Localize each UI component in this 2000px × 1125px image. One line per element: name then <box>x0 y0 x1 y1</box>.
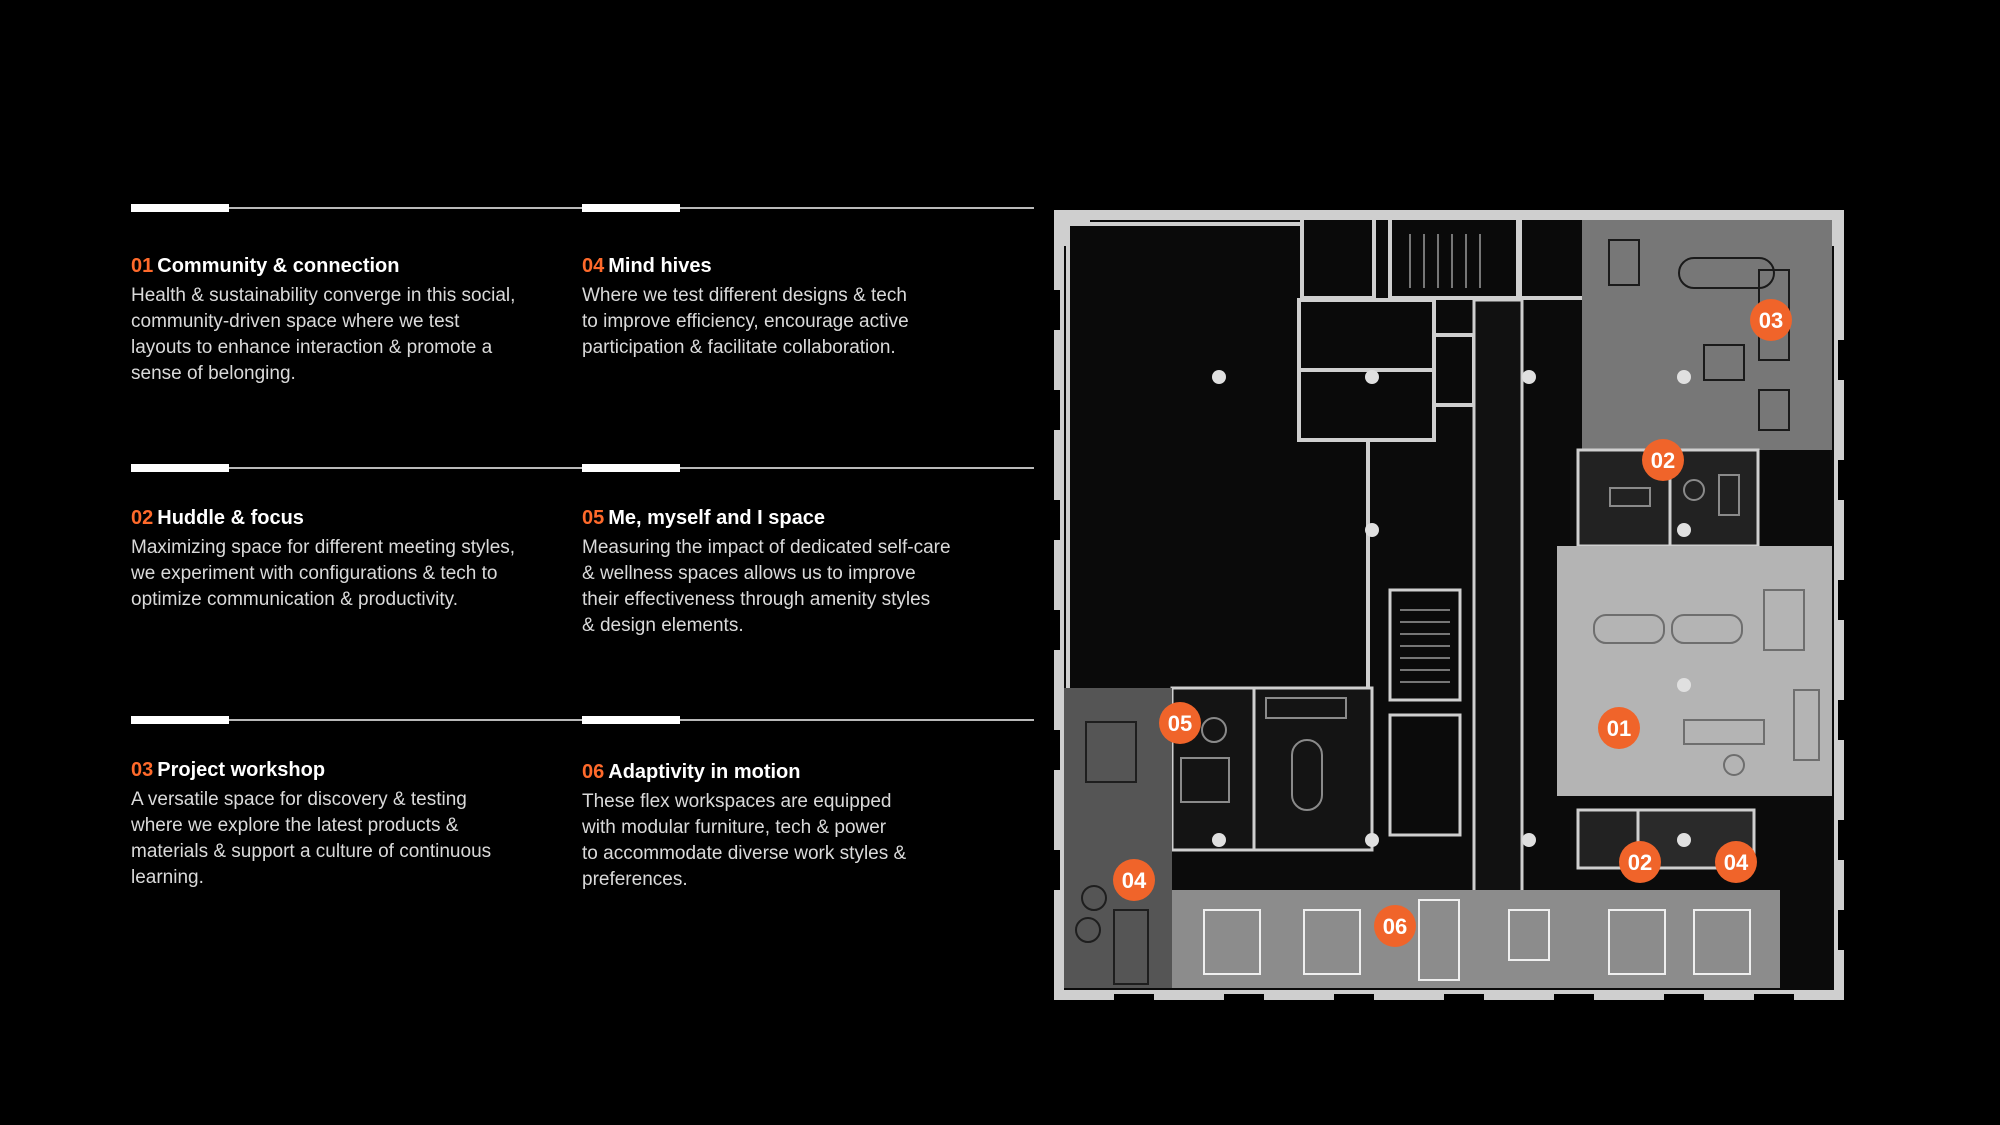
zone-divider <box>131 719 583 721</box>
zone-divider <box>131 207 583 209</box>
zone-description <box>582 283 1034 361</box>
zone-03-area <box>1582 220 1832 450</box>
zone-heading <box>131 507 583 530</box>
zone-description-line: materials & support a culture of continuous <box>131 841 492 862</box>
zone-description-line: Maximizing space for different meeting styles, <box>131 537 516 558</box>
zone-description-line: optimize communication & productivity. <box>131 589 458 610</box>
zone-marker-label: 05 <box>1167 711 1193 736</box>
zone-description <box>131 787 583 891</box>
zone-marker-06 <box>1374 905 1416 947</box>
zone-title: Project workshop <box>157 759 326 781</box>
zone-description-line: participation & facilitate collaboration. <box>582 337 896 358</box>
zone-title: Adaptivity in motion <box>608 761 801 783</box>
zone-divider-accent <box>582 464 680 472</box>
zone-description-line: with modular furniture, tech & power <box>582 817 887 838</box>
zone-description-line: to improve efficiency, encourage active <box>582 311 909 332</box>
zone-marker-03 <box>1750 299 1792 341</box>
zone-description-line: layouts to enhance interaction & promote a <box>131 337 493 358</box>
zone-heading <box>582 761 1034 784</box>
zone-divider <box>582 467 1034 469</box>
zone-06-area <box>1172 890 1780 988</box>
zone-title: Me, myself and I space <box>608 507 826 529</box>
zone-04-left-area <box>1064 688 1172 988</box>
zone-number: 02 <box>131 507 154 529</box>
zone-marker-02 <box>1642 439 1684 481</box>
zone-description-line: their effectiveness through amenity styles <box>582 589 931 610</box>
zone-marker-label: 04 <box>1723 850 1749 875</box>
zone-divider <box>582 719 1034 721</box>
zone-number: 04 <box>582 255 605 277</box>
zone-divider-accent <box>582 204 680 212</box>
zone-divider <box>131 467 583 469</box>
zone-description <box>582 535 1034 639</box>
zone-title: Huddle & focus <box>157 507 304 529</box>
zone-heading <box>131 255 583 278</box>
zone-marker-label: 02 <box>1650 448 1676 473</box>
zone-heading <box>131 759 583 782</box>
zone-marker-label: 02 <box>1627 850 1653 875</box>
zone-marker-label: 04 <box>1121 868 1147 893</box>
zone-number: 05 <box>582 507 605 529</box>
zone-marker-label: 06 <box>1382 914 1408 939</box>
zone-number: 01 <box>131 255 154 277</box>
zone-title: Mind hives <box>608 255 712 277</box>
zone-marker-04 <box>1715 841 1757 883</box>
zone-description-line: to accommodate diverse work styles & <box>582 843 907 864</box>
zone-marker-04 <box>1113 859 1155 901</box>
zone-divider-accent <box>131 464 229 472</box>
zone-description <box>131 283 583 387</box>
zone-description-line: A versatile space for discovery & testing <box>131 789 467 810</box>
zone-marker-label: 01 <box>1606 716 1632 741</box>
zone-divider-accent <box>131 204 229 212</box>
zone-description-line: preferences. <box>582 869 688 890</box>
zone-description-line: Health & sustainability converge in this social, <box>131 285 516 306</box>
zone-marker-05 <box>1159 702 1201 744</box>
zone-marker-02 <box>1619 841 1661 883</box>
zone-description <box>131 535 583 613</box>
zone-number: 03 <box>131 759 154 781</box>
zone-05-area <box>1172 688 1372 850</box>
zone-heading <box>582 255 1034 278</box>
zone-description-line: where we explore the latest products & <box>131 815 459 836</box>
zone-title: Community & connection <box>157 255 400 277</box>
zone-01-area <box>1557 546 1832 796</box>
zone-marker-label: 03 <box>1758 308 1784 333</box>
zone-number: 06 <box>582 761 605 783</box>
zone-marker-01 <box>1598 707 1640 749</box>
zone-description-line: & wellness spaces allows us to improve <box>582 563 916 584</box>
zone-description-line: community-driven space where we test <box>131 311 460 332</box>
zone-description <box>582 789 1034 893</box>
zone-description-line: & design elements. <box>582 615 744 636</box>
floor-plan <box>1054 210 1844 1000</box>
zone-description-line: sense of belonging. <box>131 363 296 384</box>
zone-divider-accent <box>131 716 229 724</box>
elevator-room <box>1390 715 1460 835</box>
zone-divider-accent <box>582 716 680 724</box>
zone-heading <box>582 507 1034 530</box>
zone-description-line: learning. <box>131 867 204 888</box>
zone-description-line: we experiment with configurations & tech to <box>131 563 498 584</box>
zone-divider <box>582 207 1034 209</box>
zone-description-line: Where we test different designs & tech <box>582 285 907 306</box>
corridor <box>1474 300 1522 930</box>
zone-description-line: Measuring the impact of dedicated self-care <box>582 537 951 558</box>
zone-description-line: These flex workspaces are equipped <box>582 791 892 812</box>
